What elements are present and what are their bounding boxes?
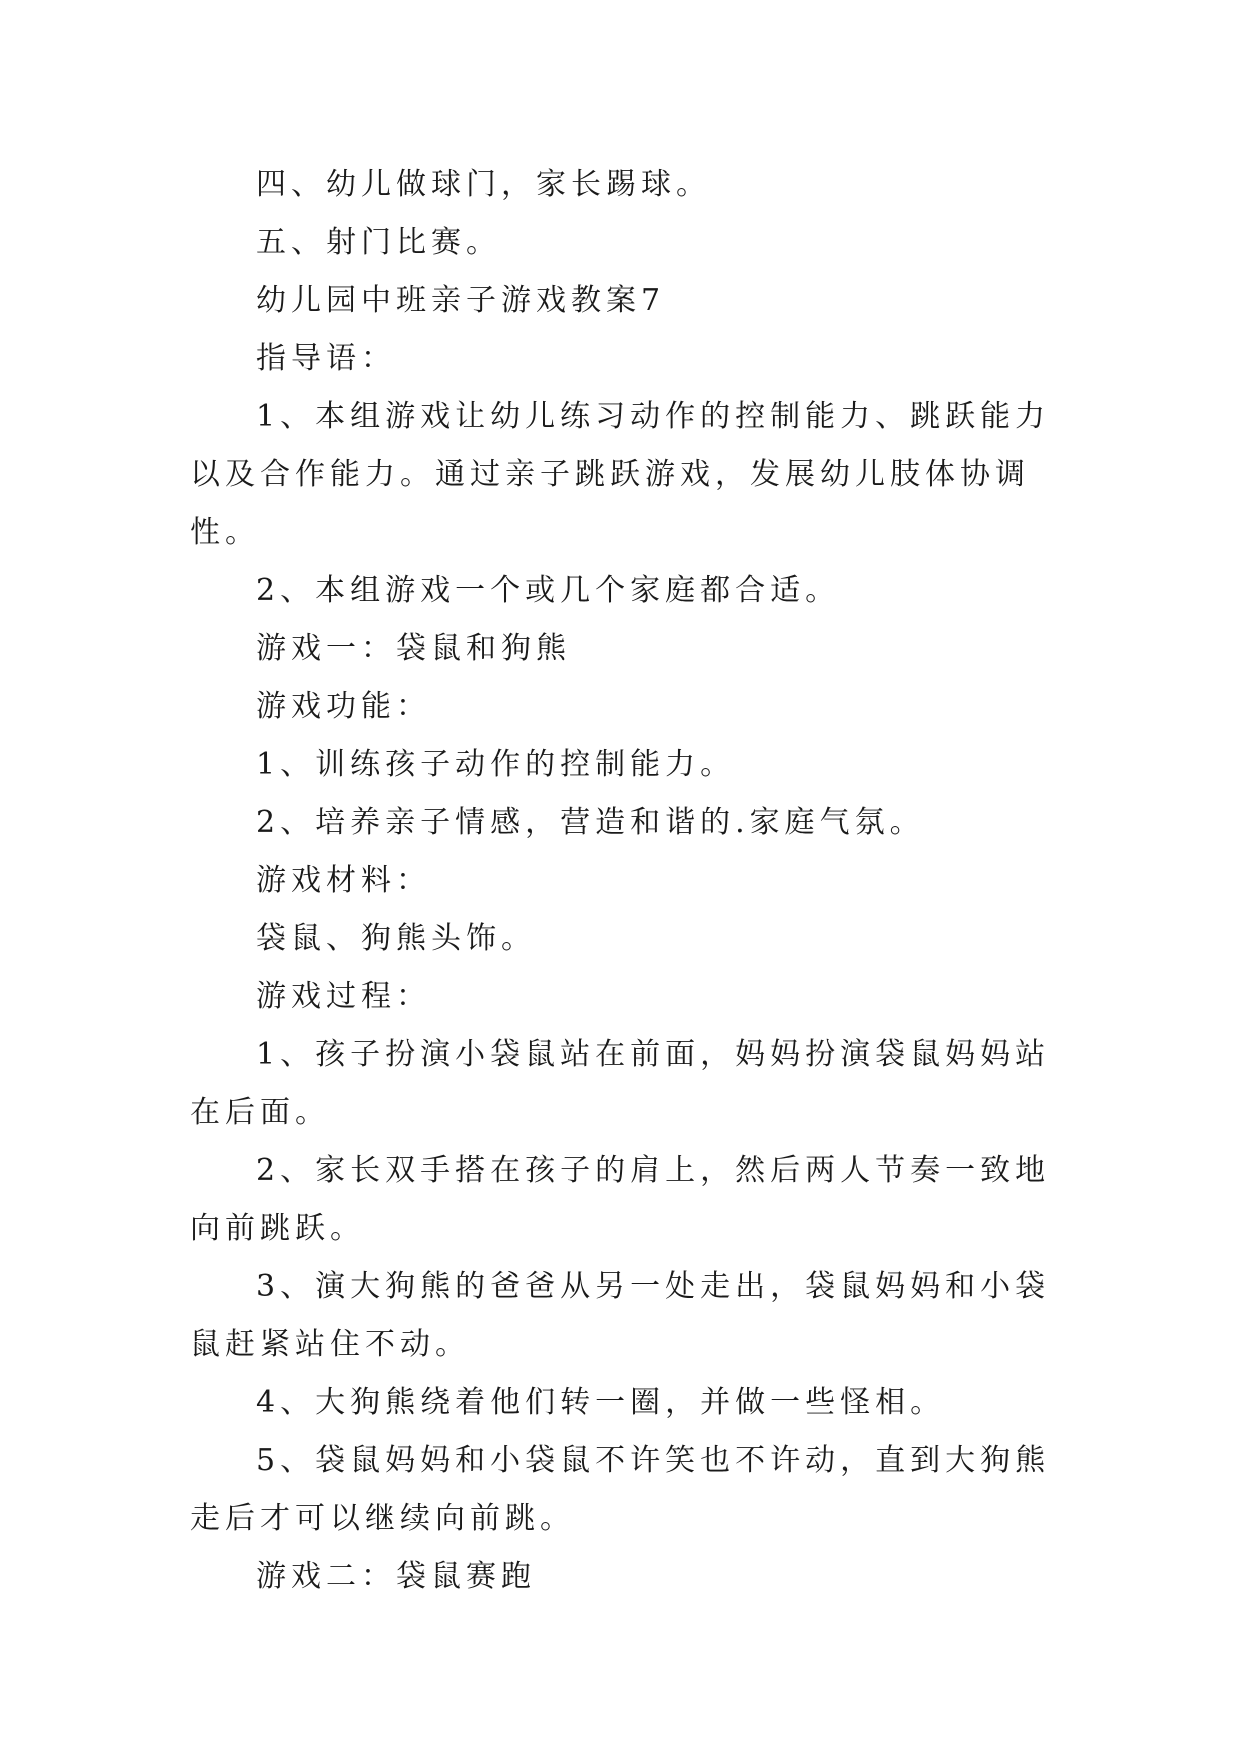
paragraph: 5、袋鼠妈妈和小袋鼠不许笑也不许动，直到大狗熊走后才可以继续向前跳。	[190, 1443, 1051, 1536]
paragraph: 2、本组游戏一个或几个家庭都合适。	[256, 573, 841, 608]
paragraph: 1、本组游戏让幼儿练习动作的控制能力、跳跃能力以及合作能力。通过亲子跳跃游戏，发展幼儿肢体协调性。	[190, 399, 1051, 550]
paragraph: 游戏材料：	[256, 863, 431, 898]
paragraph: 游戏一：袋鼠和狗熊	[256, 631, 571, 666]
paragraph: 游戏二：袋鼠赛跑	[256, 1559, 536, 1594]
section-heading: 幼儿园中班亲子游戏教案7	[256, 283, 666, 318]
paragraph: 3、演大狗熊的爸爸从另一处走出，袋鼠妈妈和小袋鼠赶紧站住不动。	[190, 1269, 1051, 1362]
paragraph: 4、大狗熊绕着他们转一圈，并做一些怪相。	[256, 1385, 946, 1420]
paragraph: 四、幼儿做球门，家长踢球。	[256, 167, 711, 202]
paragraph: 指导语：	[256, 341, 396, 376]
paragraph: 五、射门比赛。	[256, 225, 501, 260]
paragraph: 袋鼠、狗熊头饰。	[256, 921, 536, 956]
paragraph: 1、训练孩子动作的控制能力。	[256, 747, 736, 782]
document-body	[190, 156, 1052, 1606]
paragraph: 1、孩子扮演小袋鼠站在前面，妈妈扮演袋鼠妈妈站在后面。	[190, 1037, 1051, 1130]
paragraph: 2、家长双手搭在孩子的肩上，然后两人节奏一致地向前跳跃。	[190, 1153, 1051, 1246]
paragraph: 游戏过程：	[256, 979, 431, 1014]
paragraph: 2、培养亲子情感，营造和谐的.家庭气氛。	[256, 805, 925, 840]
paragraph: 游戏功能：	[256, 689, 431, 724]
